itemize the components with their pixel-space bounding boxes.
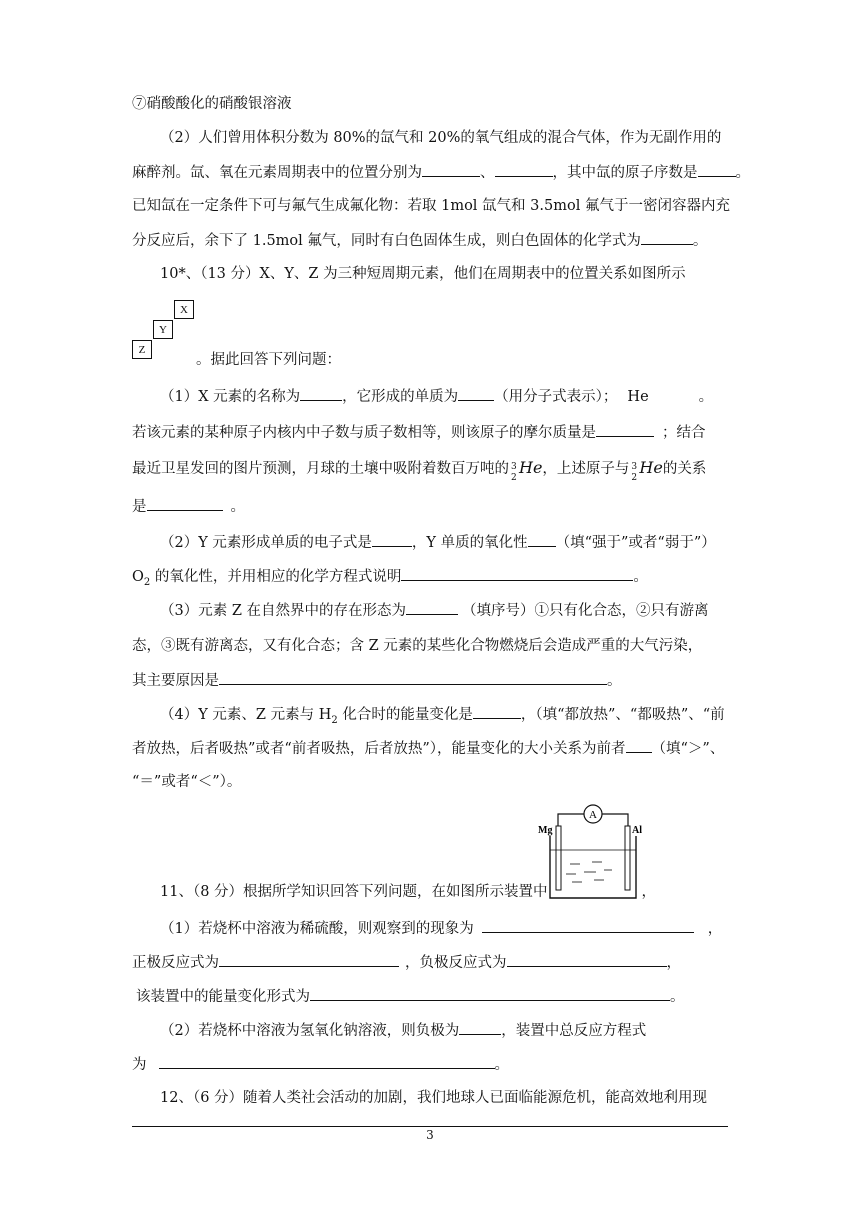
text: 11、（8 分）根据所学知识回答下列问题，在如图所示装置中 <box>160 884 548 900</box>
line-26: 12、（6 分）随着人类社会活动的加剧，我们地球人已面临能源危机，能高效地利用现 <box>160 1090 708 1106</box>
line-23 <box>136 986 732 1007</box>
line-4: 已知氙在一定条件下可与氟气生成氟化物：若取 1mol 氙气和 3.5mol 氟气于一密闭容器内充 <box>132 198 730 214</box>
answer-blank[interactable] <box>219 952 399 967</box>
text: （1）X 元素的名称为 <box>160 389 301 405</box>
answer-blank[interactable] <box>596 422 654 437</box>
text: 者放热，后者吸热”或者“前者吸热，后者放热”），能量变化的大小关系为前者 <box>132 741 626 757</box>
text: 。 <box>230 499 245 515</box>
text: 。 <box>607 673 622 689</box>
line-10 <box>132 458 728 483</box>
line-3 <box>132 162 750 183</box>
text: 。 <box>670 989 685 1005</box>
mg-label: Mg <box>538 825 553 836</box>
text: 若该元素的某种原子内核内中子数与质子数相等，则该原子的摩尔质量是 <box>132 425 596 441</box>
text: 的关系 <box>662 461 707 477</box>
text: 该装置中的能量变化形式为 <box>136 989 310 1005</box>
element-symbol: He <box>639 458 663 477</box>
text: ；结合 <box>662 425 706 441</box>
answer-blank[interactable] <box>147 496 223 511</box>
text: ，它形成的单质为 <box>342 389 459 405</box>
answer-blank[interactable] <box>422 162 480 177</box>
answer-blank[interactable] <box>406 600 458 615</box>
answer-blank[interactable] <box>159 1054 495 1069</box>
line-8 <box>160 386 728 407</box>
answer-blank[interactable] <box>495 162 553 177</box>
line-15: 态，③既有游离态，又有化合态；含 Z 元素的某些化合物燃烧后会造成严重的大气污染， <box>132 638 703 654</box>
line-7: 。据此回答下列问题： <box>196 352 341 368</box>
line-21 <box>160 918 728 939</box>
text: He <box>627 389 649 405</box>
text: （1）若烧杯中溶液为稀硫酸，则观察到的现象为 <box>160 921 474 937</box>
text: ，负极反应式为 <box>405 955 507 971</box>
answer-blank[interactable] <box>401 566 633 581</box>
text: 最近卫星发回的图片预测，月球的土壤中吸附着数百万吨的 <box>132 461 509 477</box>
atomic-number: 2 <box>631 473 638 483</box>
element-symbol: He <box>519 458 543 477</box>
text: ， <box>707 921 723 937</box>
line-14 <box>160 600 728 621</box>
atomic-number: 2 <box>511 473 517 483</box>
line-20 <box>160 882 728 902</box>
line-13 <box>132 566 728 593</box>
text: （3）元素 Z 在自然界中的存在形态为 <box>160 603 407 619</box>
text: 是 <box>132 499 147 515</box>
text: ，其中氙的原子序数是 <box>552 165 698 181</box>
text: （4）Y 元素、Z 元素与 H <box>160 707 332 723</box>
line-5 <box>132 230 728 251</box>
answer-blank[interactable] <box>528 532 556 547</box>
text: 其主要原因是 <box>132 673 219 689</box>
answer-blank[interactable] <box>698 162 736 177</box>
text: 。 <box>692 233 708 249</box>
text: ，Y 单质的氧化性 <box>411 535 528 551</box>
box-x: X <box>174 300 194 319</box>
line-22 <box>132 952 728 973</box>
line-9 <box>132 422 728 443</box>
text: ， <box>641 884 657 900</box>
text: 的氧化性，并用相应的化学方程式说明 <box>150 569 402 585</box>
line-12 <box>160 532 728 553</box>
answer-blank[interactable] <box>473 704 521 719</box>
answer-blank[interactable] <box>507 952 667 967</box>
line-24 <box>160 1020 728 1041</box>
text: ， <box>666 955 681 971</box>
line-11 <box>132 496 728 517</box>
answer-blank[interactable] <box>372 532 412 547</box>
helium-notation <box>629 458 663 483</box>
answer-blank[interactable] <box>300 386 342 401</box>
text: ，（填“都放热”、“都吸热”、“前 <box>520 707 725 723</box>
text: 麻醉剂。氙、氧在元素周期表中的位置分别为 <box>132 165 422 181</box>
ammeter-label: A <box>589 809 597 821</box>
text: 正极反应式为 <box>132 955 219 971</box>
answer-blank[interactable] <box>219 670 607 685</box>
text: 分反应后，余下了 1.5mol 氟气，同时有白色固体生成，则白色固体的化学式为 <box>132 233 641 249</box>
text: （2）Y 元素形成单质的电子式是 <box>160 535 372 551</box>
footer-rule <box>132 1126 728 1127</box>
answer-blank[interactable] <box>626 738 652 753</box>
text: ，上述原子与 <box>542 461 630 477</box>
line-6: 10*、（13 分）X、Y、Z 为三种短周期元素，他们在周期表中的位置关系如图所示 <box>160 266 686 282</box>
line-1: ⑦硝酸酸化的硝酸银溶液 <box>132 96 292 112</box>
line-17 <box>160 704 728 731</box>
helium-notation <box>509 458 543 483</box>
line-19: “＝”或者“＜”）。 <box>132 774 242 790</box>
subscript: 2 <box>143 576 151 588</box>
text: 。 <box>735 165 750 181</box>
answer-blank[interactable] <box>482 918 694 933</box>
answer-blank[interactable] <box>310 986 670 1001</box>
text: （用分子式表示）； <box>494 389 618 405</box>
mg-electrode <box>556 826 561 890</box>
text: ，装置中总反应方程式 <box>501 1023 647 1039</box>
text: 。 <box>698 389 714 405</box>
mass-number: 3 <box>511 462 517 472</box>
subscript: 2 <box>331 714 338 726</box>
text: 。 <box>633 569 648 585</box>
box-y: Y <box>153 320 173 339</box>
text: 。 <box>494 1057 509 1073</box>
text: （填序号）①只有化合态，②只有游离 <box>462 603 709 619</box>
solution-marks <box>566 862 612 882</box>
text: （2）若烧杯中溶液为氢氧化钠溶液，则负极为 <box>160 1023 460 1039</box>
al-electrode <box>625 826 630 890</box>
text: 为 <box>132 1057 147 1073</box>
page-number: 3 <box>426 1128 434 1142</box>
line-16 <box>132 670 728 691</box>
text: 、 <box>480 165 495 181</box>
line-2: （2）人们曾用体积分数为 80%的氙气和 20%的氧气组成的混合气体，作为无副作用的 <box>160 130 722 146</box>
text: O <box>132 569 144 585</box>
mass-number: 3 <box>631 462 638 472</box>
al-label: Al <box>632 825 642 836</box>
answer-blank[interactable] <box>459 1020 501 1035</box>
text: （填“＞”、 <box>651 741 725 757</box>
line-18 <box>132 738 728 759</box>
text: （填“强于”或者“弱于”） <box>555 535 716 551</box>
line-25 <box>132 1054 728 1075</box>
text: 化合时的能量变化是 <box>337 707 473 723</box>
answer-blank[interactable] <box>641 230 693 245</box>
box-z: Z <box>132 340 152 359</box>
answer-blank[interactable] <box>458 386 494 401</box>
